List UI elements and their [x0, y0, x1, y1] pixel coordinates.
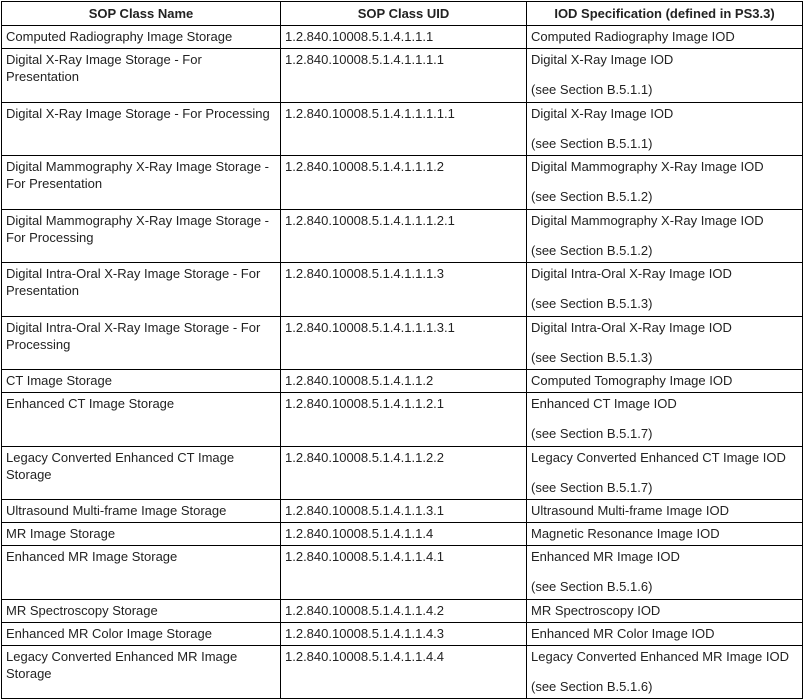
iod-name: Computed Tomography Image IOD — [531, 373, 733, 388]
section-reference: (see Section B.5.1.2) — [531, 189, 653, 204]
table-header-row — [2, 2, 803, 26]
sop-class-uid-cell: 1.2.840.10008.5.1.4.1.1.4.4 — [281, 645, 527, 699]
iod-name: Enhanced MR Image IOD — [531, 549, 680, 564]
sop-class-uid-cell: 1.2.840.10008.5.1.4.1.1.1.2.1 — [281, 209, 527, 263]
section-reference: (see Section B.5.1.2) — [531, 242, 653, 258]
iod-name: Digital X-Ray Image IOD — [531, 52, 674, 67]
sop-class-uid-cell: 1.2.840.10008.5.1.4.1.1.2.1 — [281, 393, 527, 447]
sop-class-name-cell: Ultrasound Multi-frame Image Storage — [2, 500, 281, 523]
section-reference: (see Section B.5.1.6) — [531, 579, 653, 594]
iod-specification-cell — [527, 546, 803, 600]
iod-name: Legacy Converted Enhanced MR Image IOD — [531, 648, 789, 664]
sop-class-name-cell: Digital X-Ray Image Storage - For Processing — [2, 102, 281, 156]
iod-specification-cell — [527, 263, 803, 317]
table-row — [2, 156, 803, 210]
section-reference: (see Section B.5.1.1) — [531, 135, 653, 151]
iod-specification-cell — [527, 49, 803, 103]
sop-class-uid-cell: 1.2.840.10008.5.1.4.1.1.4.2 — [281, 599, 527, 622]
table-row — [2, 263, 803, 317]
table-row — [2, 523, 803, 546]
sop-class-uid-cell: 1.2.840.10008.5.1.4.1.1.1.1.1 — [281, 102, 527, 156]
iod-name: Digital Intra-Oral X-Ray Image IOD — [531, 266, 732, 281]
sop-class-name-cell: CT Image Storage — [2, 370, 281, 393]
iod-name: Computed Radiography Image IOD — [531, 29, 735, 44]
sop-class-uid-cell: 1.2.840.10008.5.1.4.1.1.1 — [281, 26, 527, 49]
iod-specification-cell — [527, 316, 803, 370]
sop-class-uid-cell: 1.2.840.10008.5.1.4.1.1.4 — [281, 523, 527, 546]
sop-class-uid-cell: 1.2.840.10008.5.1.4.1.1.2.2 — [281, 446, 527, 500]
sop-class-name-cell: Enhanced MR Image Storage — [2, 546, 281, 600]
section-reference: (see Section B.5.1.7) — [531, 479, 653, 495]
sop-class-name-cell: Legacy Converted Enhanced CT Image Storage — [2, 446, 281, 500]
section-reference: (see Section B.5.1.3) — [531, 349, 653, 365]
iod-specification-cell — [527, 393, 803, 447]
sop-class-name-cell: Digital Mammography X-Ray Image Storage - For Presentation — [2, 156, 281, 210]
table-body — [2, 26, 803, 699]
section-reference: (see Section B.5.1.3) — [531, 296, 653, 311]
iod-specification-cell — [527, 156, 803, 210]
sop-class-name-cell: MR Spectroscopy Storage — [2, 599, 281, 622]
table-row — [2, 102, 803, 156]
table-row — [2, 393, 803, 447]
table-row — [2, 500, 803, 523]
sop-class-name-cell: Enhanced MR Color Image Storage — [2, 622, 281, 645]
sop-class-name-cell: Digital X-Ray Image Storage - For Presentation — [2, 49, 281, 103]
sop-class-name-cell: Digital Intra-Oral X-Ray Image Storage - For Presentation — [2, 263, 281, 317]
table-row — [2, 26, 803, 49]
table-row — [2, 446, 803, 500]
iod-name: Enhanced CT Image IOD — [531, 396, 677, 411]
section-reference: (see Section B.5.1.1) — [531, 82, 653, 97]
iod-specification-cell — [527, 622, 803, 645]
iod-name: Digital Mammography X-Ray Image IOD — [531, 159, 764, 174]
iod-name: Enhanced MR Color Image IOD — [531, 625, 715, 641]
table-row — [2, 599, 803, 622]
sop-class-uid-cell: 1.2.840.10008.5.1.4.1.1.1.1 — [281, 49, 527, 103]
table-row — [2, 622, 803, 645]
iod-specification-cell — [527, 26, 803, 49]
iod-name: Legacy Converted Enhanced CT Image IOD — [531, 449, 786, 465]
sop-class-name-cell: Enhanced CT Image Storage — [2, 393, 281, 447]
iod-name: MR Spectroscopy IOD — [531, 602, 661, 618]
table-row — [2, 370, 803, 393]
sop-class-uid-cell: 1.2.840.10008.5.1.4.1.1.1.3 — [281, 263, 527, 317]
sop-class-uid-cell: 1.2.840.10008.5.1.4.1.1.4.1 — [281, 546, 527, 600]
header-iod-specification: IOD Specification (defined in PS3.3) — [527, 2, 803, 26]
sop-class-name-cell: Computed Radiography Image Storage — [2, 26, 281, 49]
sop-class-uid-cell: 1.2.840.10008.5.1.4.1.1.1.2 — [281, 156, 527, 210]
sop-class-uid-cell: 1.2.840.10008.5.1.4.1.1.2 — [281, 370, 527, 393]
table-row — [2, 209, 803, 263]
iod-name: Digital Intra-Oral X-Ray Image IOD — [531, 319, 732, 335]
sop-class-name-cell: Digital Intra-Oral X-Ray Image Storage - For Processing — [2, 316, 281, 370]
sop-class-name-cell: MR Image Storage — [2, 523, 281, 546]
iod-name: Digital Mammography X-Ray Image IOD — [531, 212, 764, 228]
iod-specification-cell — [527, 500, 803, 523]
sop-class-name-cell: Legacy Converted Enhanced MR Image Storage — [2, 645, 281, 699]
table-row — [2, 316, 803, 370]
iod-specification-cell — [527, 523, 803, 546]
iod-specification-cell — [527, 102, 803, 156]
iod-specification-cell — [527, 599, 803, 622]
iod-specification-cell — [527, 209, 803, 263]
sop-class-uid-cell: 1.2.840.10008.5.1.4.1.1.3.1 — [281, 500, 527, 523]
sop-class-uid-cell: 1.2.840.10008.5.1.4.1.1.1.3.1 — [281, 316, 527, 370]
iod-name: Digital X-Ray Image IOD — [531, 105, 674, 121]
iod-specification-cell — [527, 645, 803, 699]
table-row — [2, 645, 803, 699]
header-sop-class-name: SOP Class Name — [2, 2, 281, 26]
sop-class-table — [1, 1, 803, 699]
section-reference: (see Section B.5.1.7) — [531, 426, 653, 441]
sop-class-name-cell: Digital Mammography X-Ray Image Storage - For Processing — [2, 209, 281, 263]
iod-name: Ultrasound Multi-frame Image IOD — [531, 503, 729, 518]
sop-class-uid-cell: 1.2.840.10008.5.1.4.1.1.4.3 — [281, 622, 527, 645]
table-row — [2, 49, 803, 103]
iod-specification-cell — [527, 446, 803, 500]
section-reference: (see Section B.5.1.6) — [531, 678, 653, 694]
iod-name: Magnetic Resonance Image IOD — [531, 526, 720, 541]
iod-specification-cell — [527, 370, 803, 393]
header-sop-class-uid: SOP Class UID — [281, 2, 527, 26]
table-row — [2, 546, 803, 600]
